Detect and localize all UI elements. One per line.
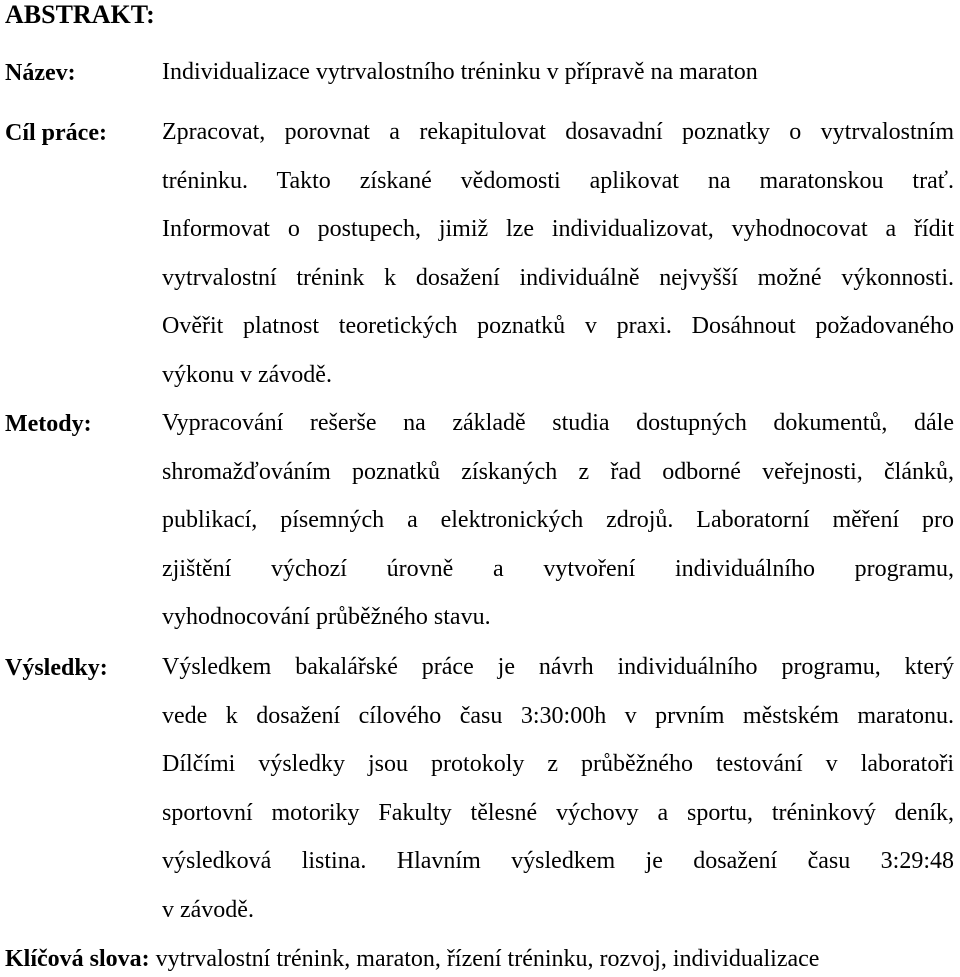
methods-line: zjištění výchozí úrovně a vytvoření individuálního programu, <box>162 555 954 582</box>
methods-content <box>162 399 954 642</box>
keywords-text: vytrvalostní trénink, maraton, řízení tréninku, rozvoj, individualizace <box>149 946 820 972</box>
aim-label: Cíl práce: <box>5 120 107 146</box>
results-line: Výsledkem bakalářské práce je návrh individuálního programu, který <box>162 654 954 680</box>
results-line: v závodě. <box>162 896 254 923</box>
aim-line: Ověřit platnost teoretických poznatků v praxi. Dosáhnout požadovaného <box>162 313 954 339</box>
methods-label: Metody: <box>5 411 92 437</box>
aim-line: vytrvalostní trénink k dosažení individuálně nejvyšší možné výkonnosti. <box>162 264 954 291</box>
results-line: sportovní motoriky Fakulty tělesné výchovy a sportu, tréninkový deník, <box>162 799 954 826</box>
methods-line: vyhodnocování průběžného stavu. <box>162 604 491 630</box>
results-line: vede k dosažení cílového času 3:30:00h v prvním městském maratonu. <box>162 702 954 729</box>
abstract-heading: ABSTRAKT: <box>5 0 155 29</box>
title-line: Individualizace vytrvalostního tréninku v přípravě na maraton <box>162 59 758 85</box>
aim-line: výkonu v závodě. <box>162 361 332 388</box>
methods-line: publikací, písemných a elektronických zdrojů. Laboratorní měření pro <box>162 507 954 533</box>
results-label: Výsledky: <box>5 655 108 681</box>
keywords-label: Klíčová slova: <box>5 946 150 972</box>
methods-line: Vypracování rešerše na základě studia dostupných dokumentů, dále <box>162 410 954 436</box>
title-label: Název: <box>5 60 76 86</box>
title-content <box>162 48 954 97</box>
aim-line: tréninku. Takto získané vědomosti aplikovat na maratonskou trať. <box>162 167 954 194</box>
aim-line: Zpracovat, porovnat a rekapitulovat dosavadní poznatky o vytrvalostním <box>162 119 954 145</box>
methods-line: shromažďováním poznatků získaných z řad odborné veřejnosti, článků, <box>162 458 954 485</box>
results-line: výsledková listina. Hlavním výsledkem je dosažení času 3:29:48 <box>162 848 954 874</box>
keywords <box>5 944 819 974</box>
aim-line: Informovat o postupech, jimiž lze individualizovat, vyhodnocovat a řídit <box>162 216 954 242</box>
results-line: Dílčími výsledky jsou protokoly z průběžného testování v laboratoři <box>162 751 954 777</box>
aim-content <box>162 108 954 399</box>
results-content <box>162 643 954 934</box>
